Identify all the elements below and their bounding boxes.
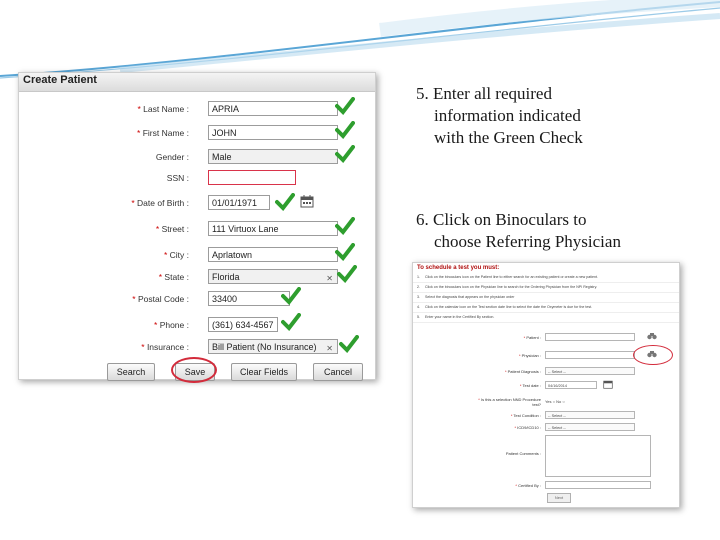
step6-line2: choose Referring Physician [434,232,621,251]
postal-code-row: * Postal Code : 33400 [19,291,375,311]
gender-row [19,149,375,169]
first-name-label: First Name : [142,128,189,138]
patient-field[interactable] [545,333,635,341]
step6-line1: Click on Binoculars to [433,210,587,229]
street-row: * Street : 111 Virtuox Lane [19,221,375,241]
binoculars-icon[interactable] [647,332,657,340]
dob-row: * Date of Birth : 01/01/1971 [19,195,375,215]
test-condition-label: Test Condition : [513,413,541,418]
step5-line3: with the Green Check [434,128,583,147]
physician-field[interactable] [545,351,635,359]
instruction-item: 5. Enter your name in the Certified By section. [413,313,679,323]
save-button[interactable]: Save [175,363,215,381]
green-check-icon [281,287,301,305]
phone-input[interactable]: (361) 634-4567 [208,317,278,332]
cancel-button[interactable]: Cancel [313,363,363,381]
green-check-icon [337,265,357,283]
icd-row: * ICD9/ICD10 : -- Select -- [413,423,679,435]
state-select[interactable]: Florida ✕ [208,269,338,284]
insurance-row: * Insurance : Bill Patient (No Insurance) ✕ [19,339,375,359]
green-check-icon [275,193,295,211]
icd-label: ICD9/ICD10 : [517,425,541,430]
certified-by-field[interactable] [545,481,651,489]
green-check-icon [335,121,355,139]
green-check-icon [335,97,355,115]
step6-text [416,209,621,253]
search-button[interactable]: Search [107,363,155,381]
nnd-procedure-row: * Is this a selection NND Procedure test? Yes ○ No ○ [478,397,565,407]
next-button[interactable]: Next [547,493,571,503]
step6-number: 6. [416,210,429,229]
test-date-label: Test date : [522,383,541,388]
gender-select[interactable]: Male [208,149,338,164]
green-check-icon [339,335,359,353]
patient-comments-row [413,435,679,456]
gender-label: Gender : [155,152,189,162]
green-check-icon [281,313,301,331]
certified-by-row: * Certified By : [413,481,679,493]
patient-row: * Patient : [413,333,679,345]
nnd-procedure-label: Is this a selection NND Procedure test? [480,397,541,407]
last-name-label: Last Name : [143,104,189,114]
dob-label: Date of Birth : [137,198,189,208]
postal-code-label: Postal Code : [137,294,189,304]
state-label: State : [164,272,189,282]
clear-x-icon[interactable]: ✕ [326,344,333,353]
step5-line1: Enter all required [433,84,552,103]
street-input[interactable]: 111 Virtuox Lane [208,221,338,236]
test-date-field[interactable]: 04/16/2014 [545,381,597,389]
diagnosis-label: Patient Diagnosis : [507,369,541,374]
instruction-item: 4. Click on the calendar icon on the Test section date line to select the date the Oxymeter is due for the test. [413,303,679,313]
city-input[interactable]: Aprlatown [208,247,338,262]
physician-row: * Physician : [413,351,679,363]
ssn-input[interactable] [208,170,296,185]
green-check-icon [335,145,355,163]
calendar-icon[interactable] [603,379,613,389]
first-name-input[interactable]: JOHN [208,125,338,140]
diagnosis-select[interactable]: -- Select -- [545,367,635,375]
clear-fields-button[interactable]: Clear Fields [231,363,297,381]
test-condition-row: * Test Condition : -- Select -- [413,411,679,423]
patient-label: Patient : [526,335,541,340]
physician-label: Physician : [521,353,541,358]
last-name-input[interactable]: APRIA [208,101,338,116]
schedule-test-panel [412,262,680,508]
ssn-label: SSN : [166,173,189,183]
insurance-label: Insurance : [146,342,189,352]
street-label: Street : [161,224,189,234]
green-check-icon [335,217,355,235]
calendar-icon[interactable] [300,194,314,208]
icd-select[interactable]: -- Select -- [545,423,635,431]
green-check-icon [335,243,355,261]
nnd-procedure-radios[interactable]: Yes ○ No ○ [545,399,565,404]
ssn-row [19,170,375,190]
patient-comments-label: Patient Comments : [505,451,541,456]
save-highlight-circle [171,357,217,383]
insurance-select[interactable]: Bill Patient (No Insurance) ✕ [208,339,338,354]
dob-input[interactable]: 01/01/1971 [208,195,270,210]
certified-by-label: Certified By : [518,483,541,488]
step5-line2: information indicated [434,106,581,125]
city-label: City : [169,250,189,260]
schedule-title: To schedule a test you must: [417,265,500,271]
first-name-row: * First Name : JOHN [19,125,375,145]
patient-comments-textarea[interactable] [545,435,651,477]
last-name-row: * Last Name : APRIA [19,101,375,121]
create-patient-title: Create Patient [19,73,375,92]
city-row: * City : Aprlatown [19,247,375,267]
state-row: * State : Florida ✕ [19,269,375,289]
instruction-item: 1. Click on the binoculars icon on the Patient line to either search for an existing patient or create a new patient. [413,273,679,283]
clear-x-icon[interactable]: ✕ [326,274,333,283]
step5-number: 5. [416,84,429,103]
step5-text [416,83,583,149]
diagnosis-row: * Patient Diagnosis : -- Select -- [413,367,679,379]
phone-row: * Phone : (361) 634-4567 [19,317,375,337]
test-date-row: * Test date : 04/16/2014 [413,381,679,393]
phone-label: Phone : [159,320,189,330]
postal-code-input[interactable]: 33400 [208,291,290,306]
create-patient-panel [18,72,376,380]
instruction-item: 2. Click on the binoculars icon on the Physician line to search for the Ordering Physician from the NPI Registry. [413,283,679,293]
binoculars-highlight-circle [633,345,673,365]
test-condition-select[interactable]: -- Select -- [545,411,635,419]
instruction-item: 3. Select the diagnosis that appears on the physician order [413,293,679,303]
